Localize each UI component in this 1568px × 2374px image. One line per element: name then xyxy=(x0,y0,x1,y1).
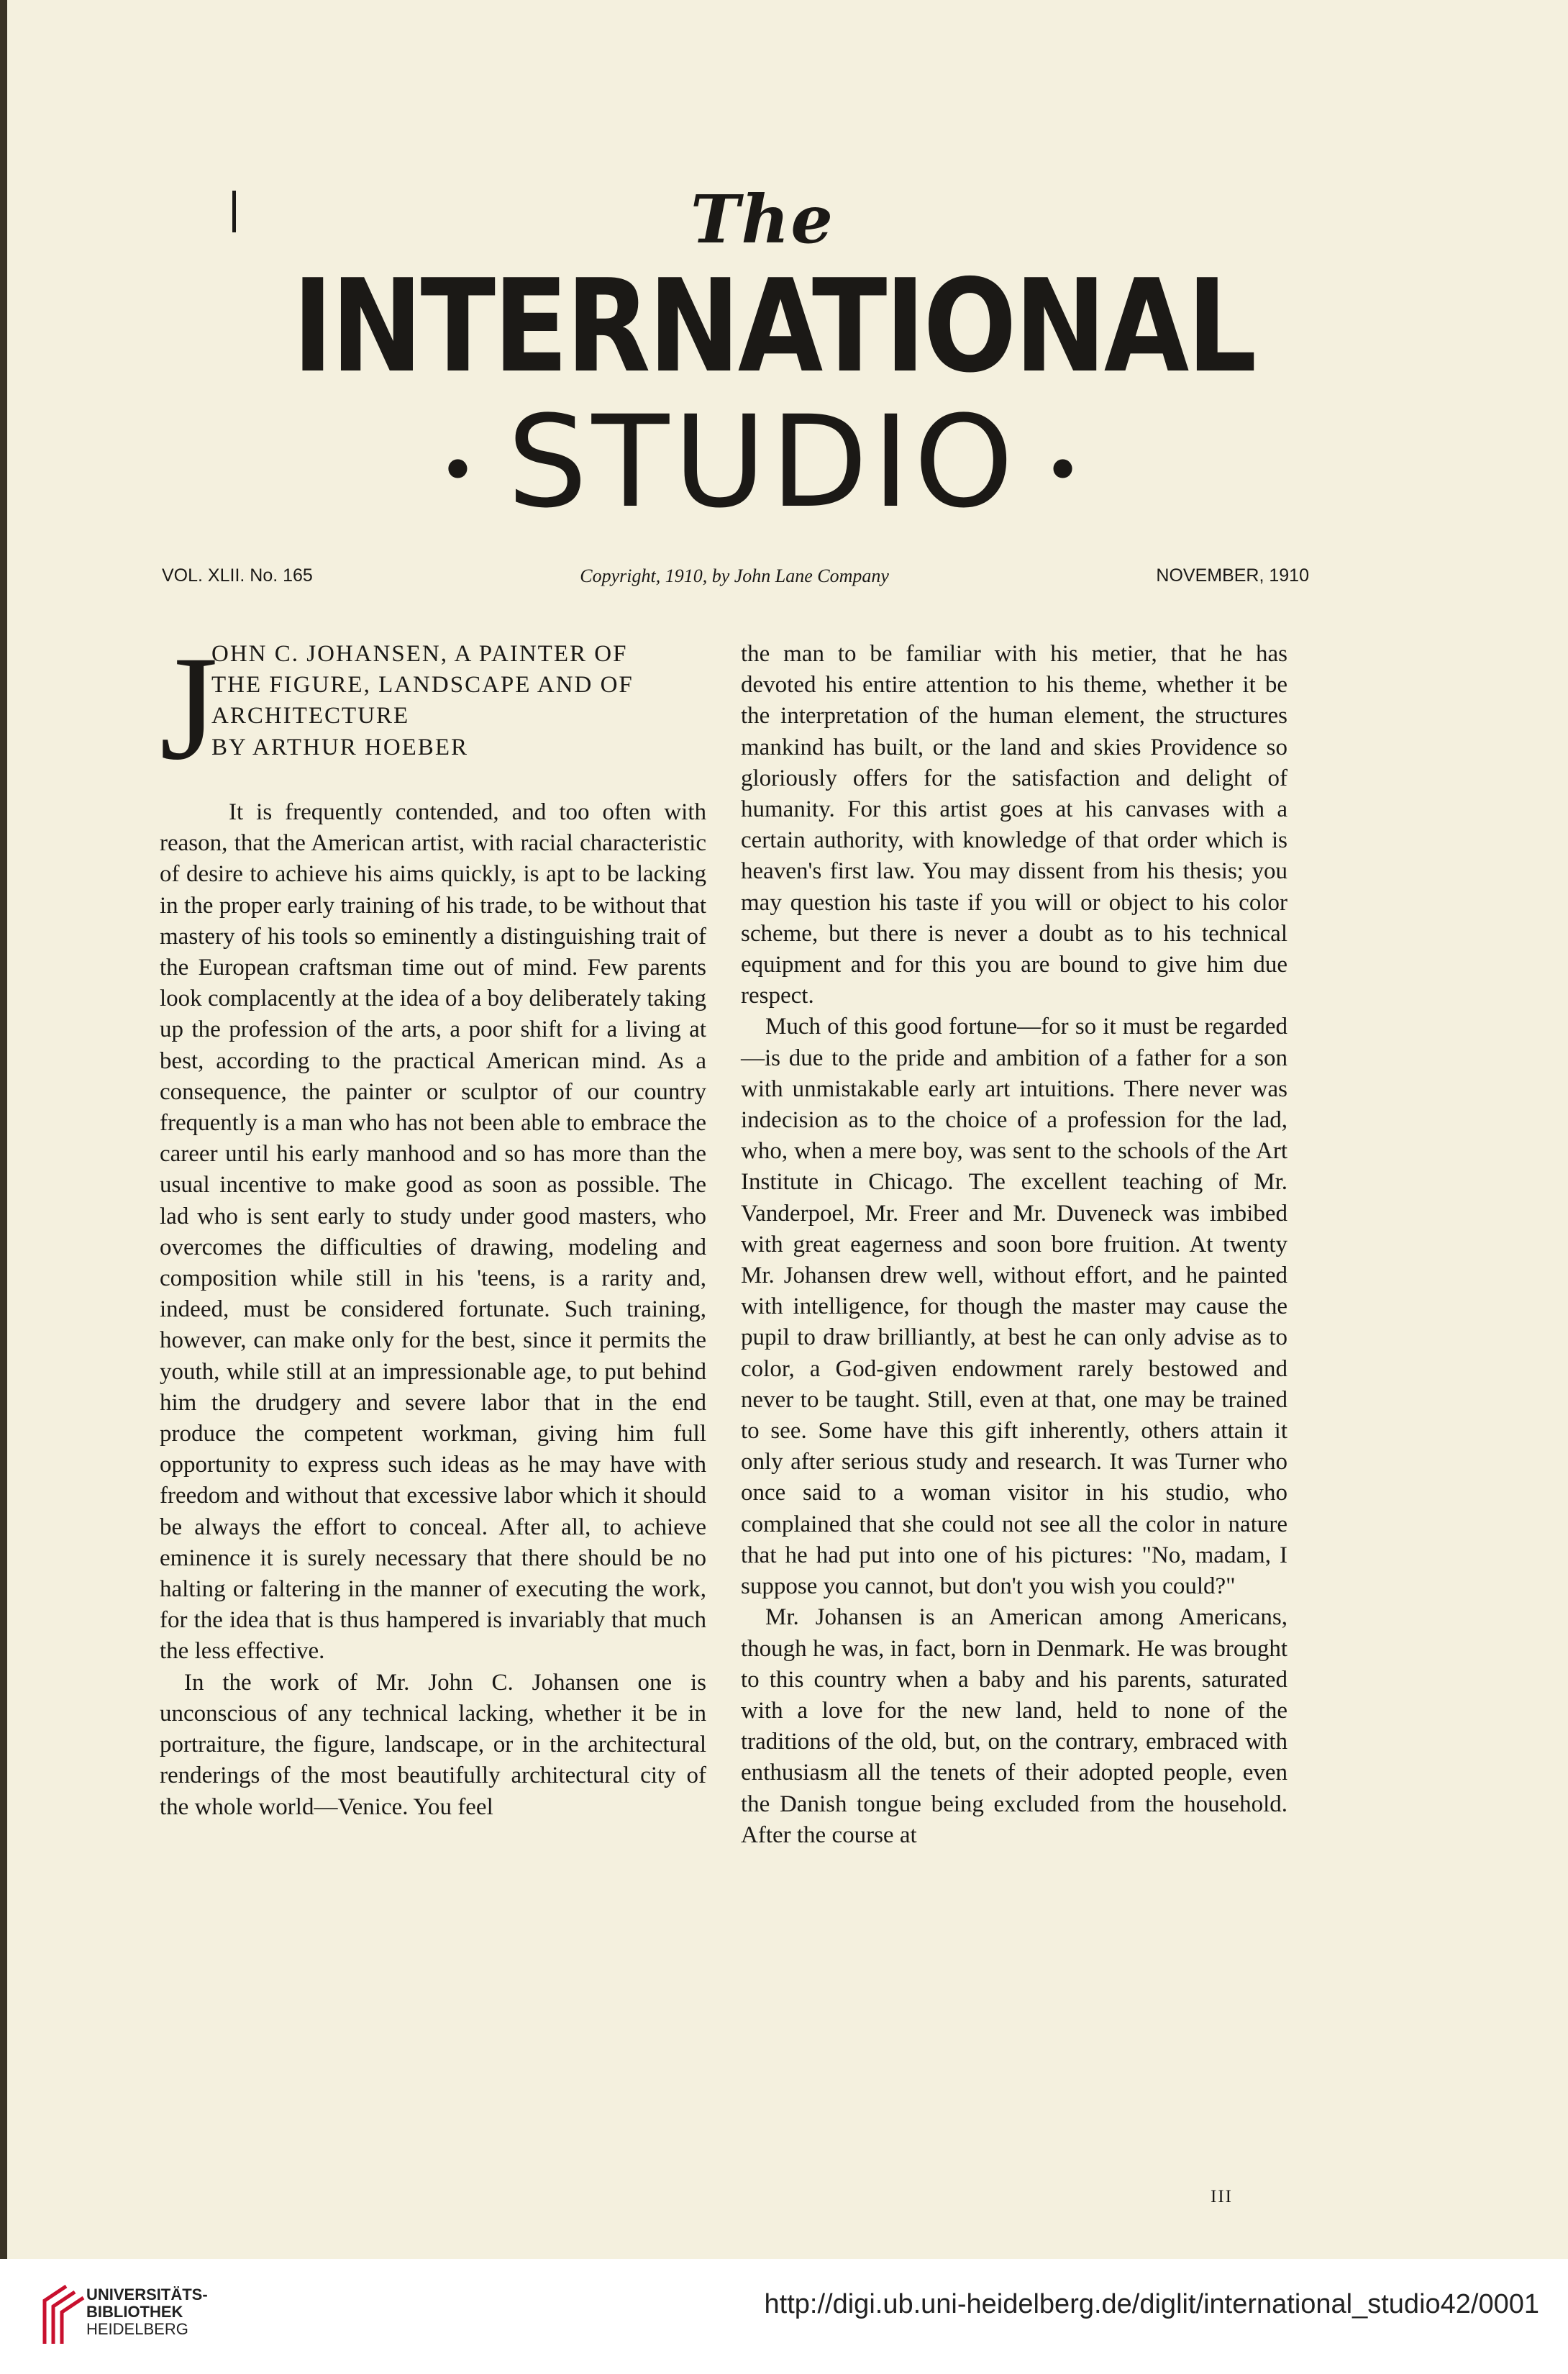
article-paragraph: In the work of Mr. John C. Johansen one is unconscious of any technical lacking, whether it be in portraiture, the figure, landscape, or in the architectural renderings of the most beautifully architectural city of the whole world—Venice. You feel xyxy=(160,1669,706,1820)
article-paragraph: the man to be familiar with his metier, that he has devoted his entire attention to his theme, whether it be the interpretation of the human element, the structures mankind has built, or the land and skies Providence so gloriously offers for the satisfaction and delight of humanity. For this artist goes at his canvases with a certain authority, with knowledge of that order which is heaven's first law. You may dissent from his thesis; you may question his taste if you will or object to his color scheme, but there is never a doubt as to his technical equipment and for this you are bound to give him due respect. xyxy=(741,641,1287,1009)
volume-number: VOL. XLII. No. 165 xyxy=(162,565,313,586)
issue-date: NOVEMBER, 1910 xyxy=(1156,565,1309,586)
drop-cap: J xyxy=(160,625,218,791)
byline: BY ARTHUR HOEBER xyxy=(211,734,468,760)
article-paragraph: Much of this good fortune—for so it must be regarded—is due to the pride and ambition of a father for a son with unmistakable early art intuitions. There never was indecision as to the choice of a profession for the lad, who, when a mere boy, was sent to the schools of the Art Institute in Chicago. The excellent teaching of Mr. Vanderpoel, Mr. Freer and Mr. Duveneck was imbibed with great eagerness and soon bore fruition. At twenty Mr. Johansen drew well, without effort, and he painted with intelligence, for though the master may cause the pupil to draw brilliantly, at best he can only advise as to color, a God-given endowment rarely bestowed and never to be taught. Still, even at that, one may be trained to see. Some have this gift inherently, others attain it only after serious study and research. It was Turner who once said to a woman visitor in his studio, who complained that she could not see all the color in nature that he had put into one of his pictures: "No, madam, I suppose you cannot, but don't you wish you could?" xyxy=(741,1014,1287,1600)
masthead-the: The xyxy=(690,181,834,258)
library-name-line: UNIVERSITÄTS- xyxy=(86,2286,208,2303)
article-headline xyxy=(160,625,706,797)
masthead-dot-right: • xyxy=(1044,432,1087,509)
article-paragraph: It is frequently contended, and too often with reason, that the American artist, with racial characteristic of desire to achieve his aims quickly, is apt to be lacking in the proper early training of his trade, to be without that mastery of his tools so eminently a distinguishing trait of the European craftsman time out of mind. Few parents look complacently at the idea of a boy deliberately taking up the profession of the arts, a poor shift for a living at best, according to the practical American mind. As a consequence, the painter or sculptor of our country frequently is a man who has not been able to embrace the career until his early manhood and so has more than the usual incentive to make good as soon as possible. The lad who is sent early to study under good masters, who overcomes the difficulties of drawing, modeling and composition while still in his 'teens, is a rarity and, indeed, must be considered fortunate. Such training, however, can make only for the best, since it permits the youth, while still at an impressionable age, to put behind him the drudgery and severe labor that in the end produce the competent workman, giving him full opportunity to express such ideas as he may have with freedom and without that excessive labor which it should be always the effort to conceal. After all, to achieve eminence it is surely necessary that there should be no halting or faltering in the manner of executing the work, for the idea that is thus hampered is invariably that much the less effective. xyxy=(160,799,706,1665)
page-number: III xyxy=(1211,2187,1233,2206)
masthead-studio-word: STUDIO xyxy=(506,388,1018,536)
headline-line: THE FIGURE, LANDSCAPE AND OF xyxy=(211,672,634,699)
headline-line: OHN C. JOHANSEN, A PAINTER OF xyxy=(211,641,628,667)
masthead-dot-left: • xyxy=(438,432,481,509)
headline-text xyxy=(211,639,634,763)
article-paragraph: Mr. Johansen is an American among Americans, though he was, in fact, born in Denmark. He was brought to this country when a baby and his parents, saturated with a love for the new land, held to none of the traditions of the old, but, on the contrary, embraced with enthusiasm all the tenets of their adopted people, even the Danish tongue being excluded from the household. After the course at xyxy=(741,1604,1287,1848)
source-url-link[interactable]: http://digi.ub.uni-heidelberg.de/diglit/international_studio42/0001 xyxy=(764,2289,1539,2319)
copyright-notice: Copyright, 1910, by John Lane Company xyxy=(580,565,889,586)
library-name xyxy=(86,2286,208,2338)
article-column-right xyxy=(741,639,1287,1851)
masthead-studio xyxy=(216,388,1309,540)
page-gutter xyxy=(0,0,7,2259)
library-name-line: HEIDELBERG xyxy=(86,2320,188,2338)
library-name-line: BIBLIOTHEK xyxy=(86,2303,183,2321)
masthead-international: INTERNATIONAL xyxy=(292,252,1254,401)
issue-info-bar xyxy=(162,565,1309,587)
library-logo-icon xyxy=(37,2279,88,2351)
article-column-left xyxy=(160,625,706,1823)
masthead xyxy=(216,180,1309,540)
library-footer xyxy=(0,2259,1568,2374)
headline-line: ARCHITECTURE xyxy=(211,703,410,729)
